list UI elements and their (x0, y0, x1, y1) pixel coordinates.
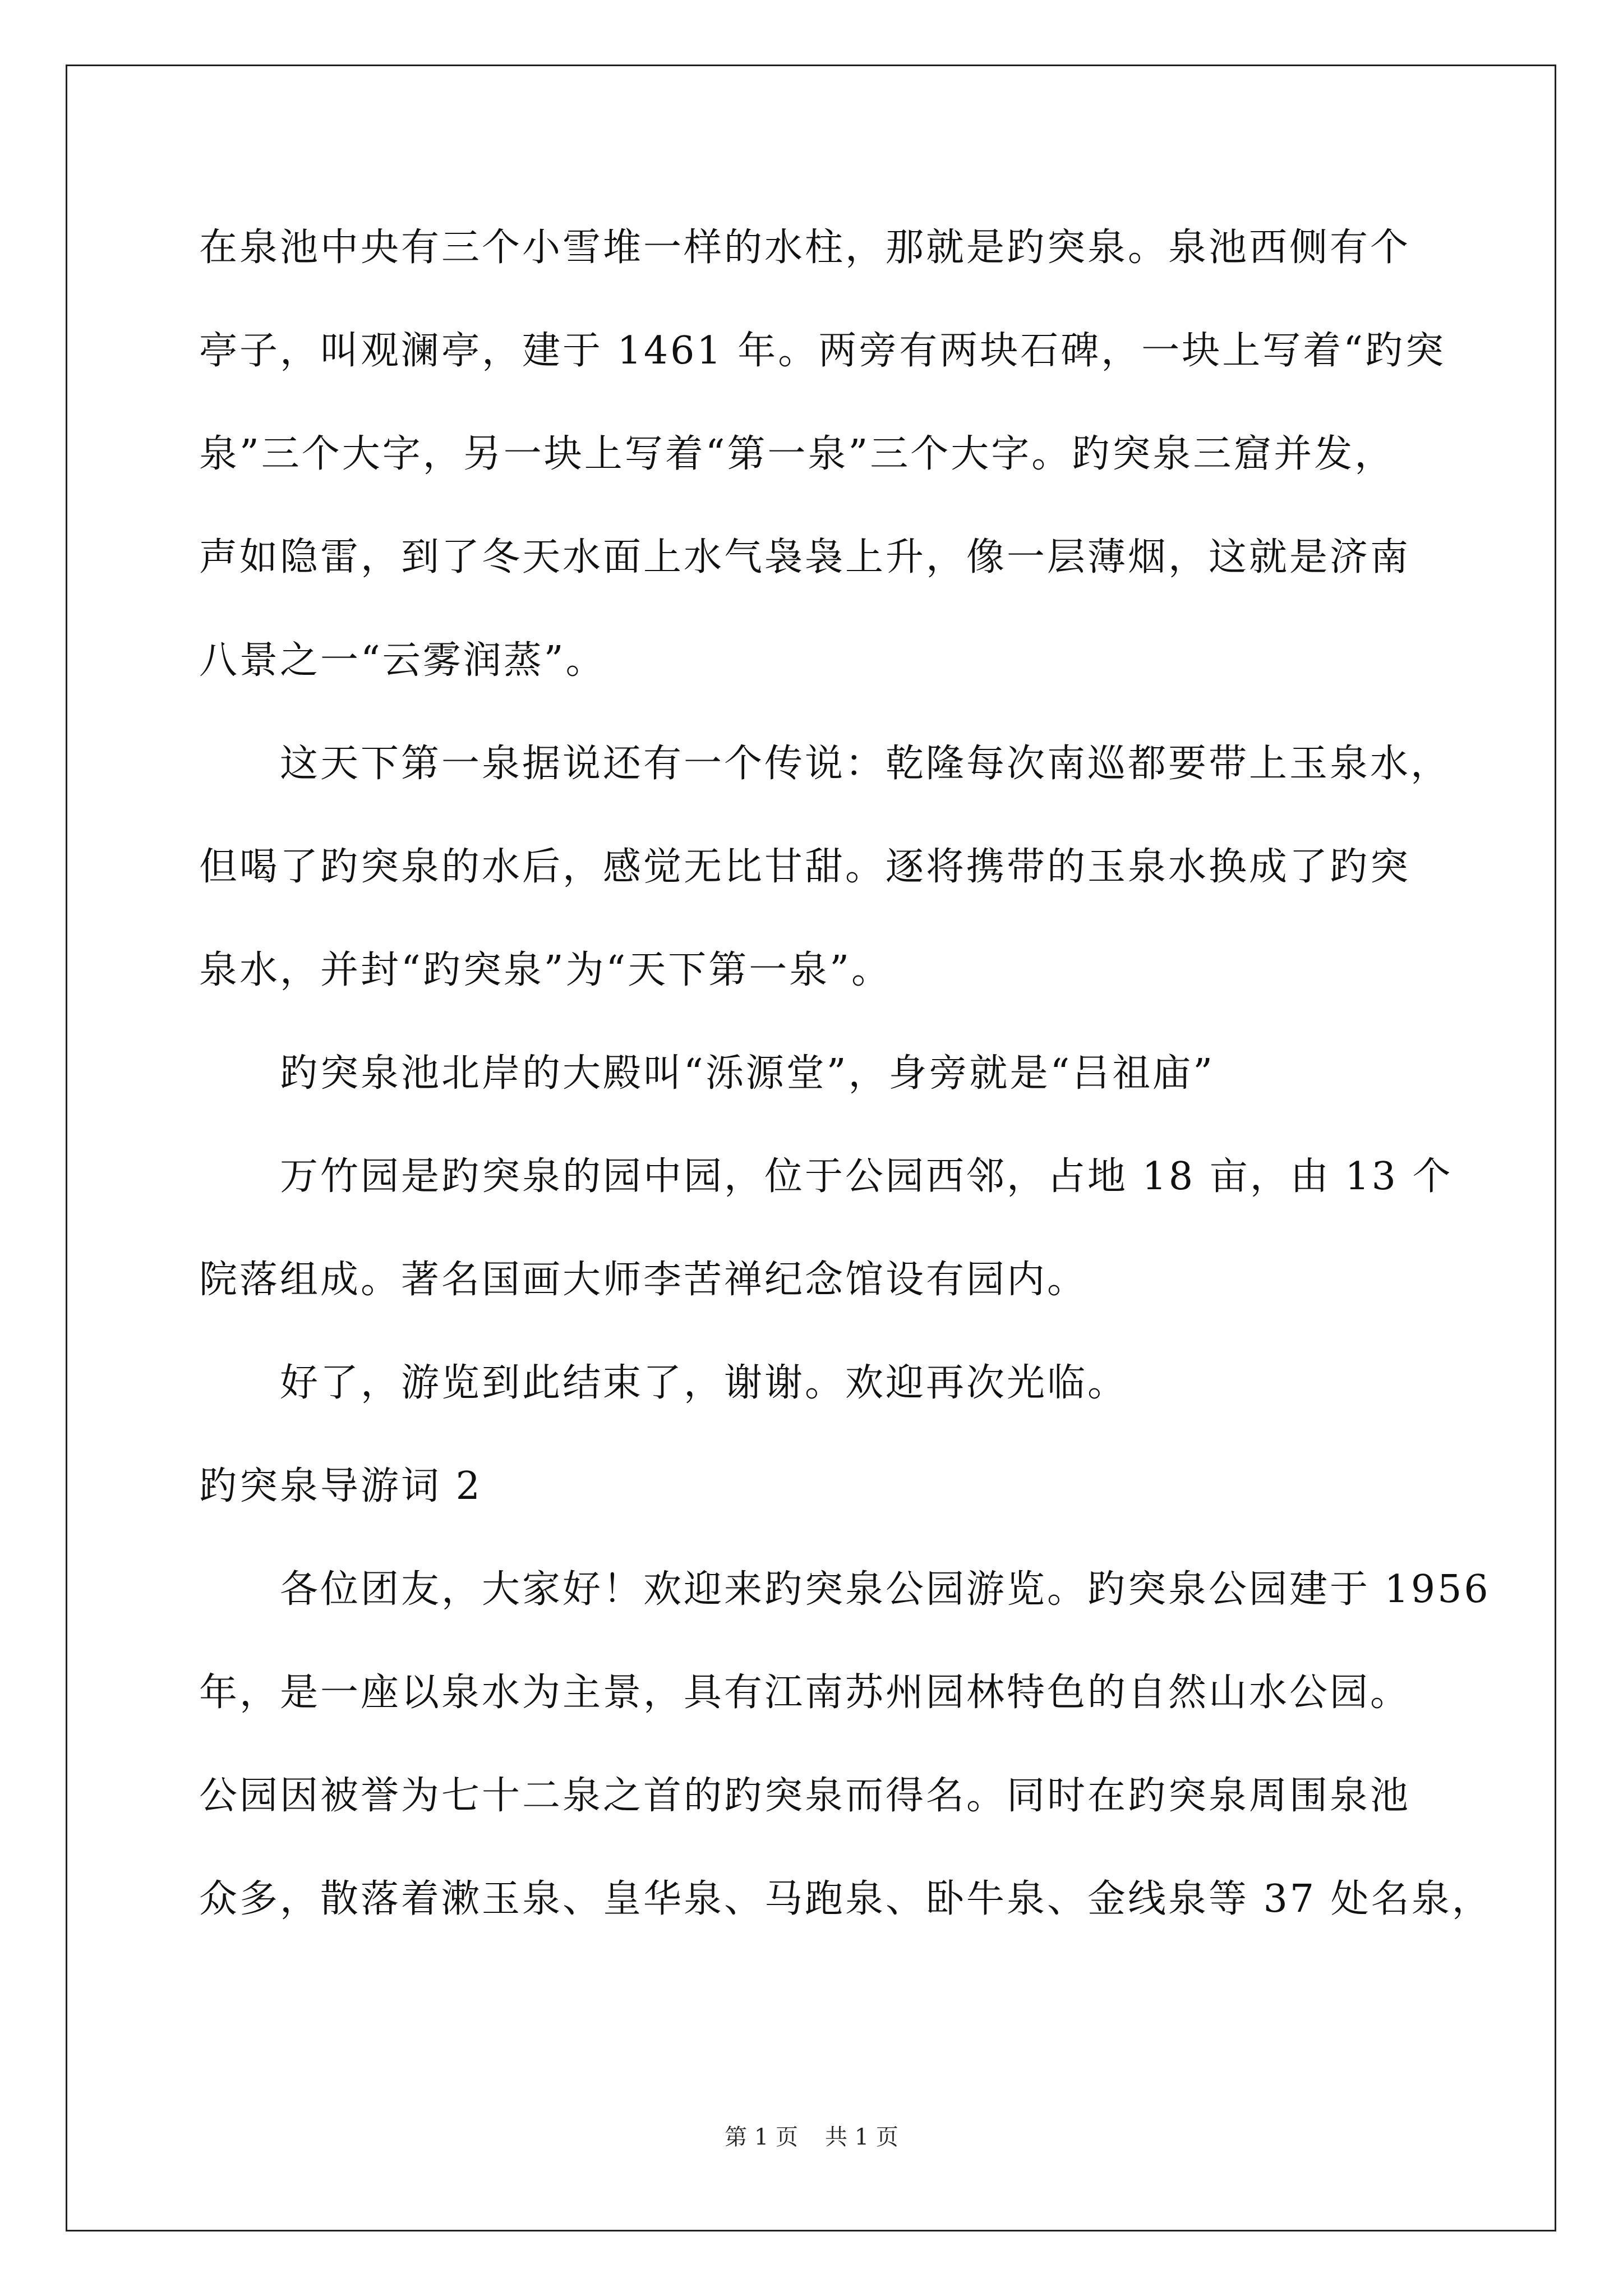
paragraph-line: 但喝了趵突泉的水后，感觉无比甘甜。逐将携带的玉泉水换成了趵突 (199, 845, 1411, 889)
paragraph-line: 在泉池中央有三个小雪堆一样的水柱，那就是趵突泉。泉池西侧有个 (199, 226, 1411, 270)
paragraph-line: 好了，游览到此结束了，谢谢。欢迎再次光临。 (280, 1361, 1128, 1405)
paragraph-line: 这天下第一泉据说还有一个传说：乾隆每次南巡都要带上玉泉水， (280, 742, 1451, 786)
page-footer (0, 2123, 1623, 2151)
section-heading: 趵突泉导游词 2 (199, 1464, 482, 1508)
paragraph-line: 趵突泉池北岸的大殿叫“泺源堂”，身旁就是“吕祖庙” (280, 1051, 1215, 1096)
paragraph-line: 泉”三个大字，另一块上写着“第一泉”三个大字。趵突泉三窟并发， (199, 432, 1395, 476)
paragraph-line: 亭子，叫观澜亭，建于 1461 年。两旁有两块石碑，一块上写着“趵突 (199, 329, 1446, 373)
paragraph-line: 公园因被誉为七十二泉之首的趵突泉而得名。同时在趵突泉周围泉池 (199, 1774, 1411, 1818)
paragraph-line: 众多，散落着漱玉泉、皇华泉、马跑泉、卧牛泉、金线泉等 37 处名泉， (199, 1877, 1492, 1921)
paragraph-line: 院落组成。著名国画大师李苦禅纪念馆设有园内。 (199, 1258, 1088, 1302)
paragraph-line: 万竹园是趵突泉的园中园，位于公园西邻，占地 18 亩，由 13 个 (280, 1154, 1453, 1199)
paragraph-line: 各位团友，大家好！欢迎来趵突泉公园游览。趵突泉公园建于 1956 (280, 1567, 1491, 1612)
page-total: 共 1 页 (825, 2124, 898, 2150)
paragraph-line: 八景之一“云雾润蒸”。 (199, 638, 606, 683)
page-number: 第 1 页 (725, 2124, 798, 2150)
paragraph-line: 声如隐雷，到了冬天水面上水气袅袅上升，像一层薄烟，这就是济南 (199, 535, 1411, 579)
paragraph-line: 年，是一座以泉水为主景，具有江南苏州园林特色的自然山水公园。 (199, 1671, 1411, 1715)
paragraph-line: 泉水，并封“趵突泉”为“天下第一泉”。 (199, 948, 892, 992)
